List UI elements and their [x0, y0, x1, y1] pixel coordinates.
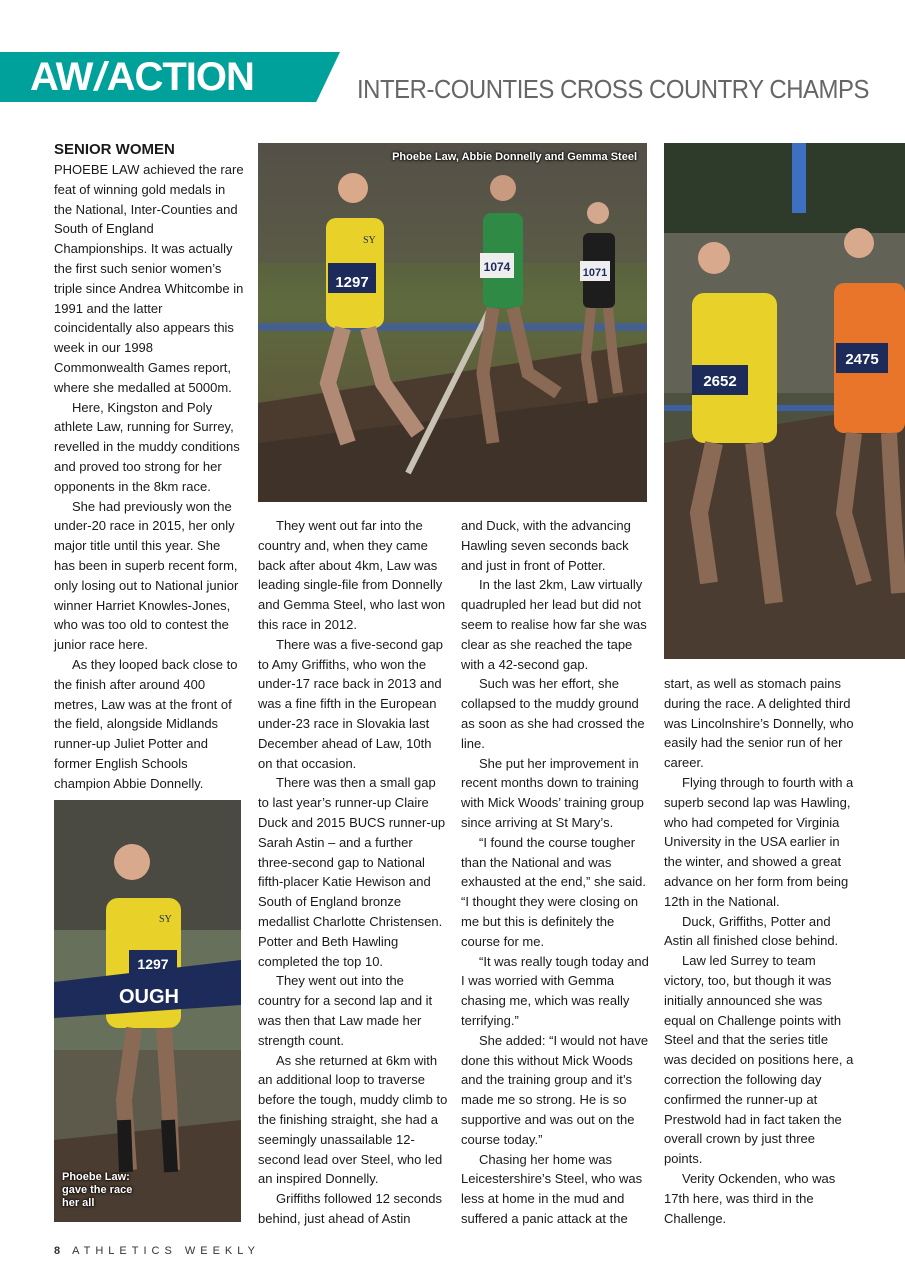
page-number: 8 — [54, 1245, 61, 1257]
right-photo-graphic — [664, 143, 905, 659]
paragraph: and Duck, with the advancing Hawling seven seconds back and just in front of Potter. — [461, 518, 631, 573]
right-race-photo — [664, 143, 905, 659]
paragraph: There was a five-second gap to Amy Griffiths, who won the under-17 race back in 2013 and was a fine fifth in the European under-23 race in Slovakia last December ahead of Law, 10th on that occasion. — [258, 636, 443, 771]
paragraph: Griffiths followed 12 seconds behind, just ahead of Astin — [258, 1191, 442, 1226]
bib-number: 2652 — [703, 373, 737, 390]
article-column-2 — [258, 516, 448, 1229]
finish-photo-graphic — [54, 800, 241, 1222]
article-column-4 — [664, 674, 854, 1228]
article-column-3 — [461, 516, 651, 1229]
section-heading: SENIOR WOMEN — [54, 141, 175, 158]
logo-aw: AW — [30, 54, 93, 99]
bib-number: 1297 — [335, 274, 369, 291]
finish-photo-caption: Phoebe Law: gave the race her all — [62, 1171, 133, 1209]
paragraph: As they looped back close to the finish after around 400 metres, Law was at the front of the field, alongside Midlands runner-up Juliet Potter and former English Schools champion Abbie Donnelly. — [54, 656, 238, 791]
vest-text: SY — [363, 235, 376, 246]
logo-action: ACTION — [106, 54, 254, 99]
logo-slash: / — [94, 54, 105, 99]
paragraph: In the last 2km, Law virtually quadrupled her lead but did not seem to realise how far she was clear as she reached the tape with a 42-second gap. — [461, 577, 647, 672]
paragraph: She added: “I would not have done this without Mick Woods and the training group and it’s made me so strong. He is so supportive and was out on the course today.” — [461, 1032, 649, 1147]
paragraph: Law led Surrey to team victory, too, but though it was initially announced she was equal on Challenge points with Steel and that the series title was decided on positions here, a correction the following day confirmed the runner-up at Prestwold had in fact taken the overall crown by just three points. — [664, 953, 854, 1167]
paragraph: Duck, Griffiths, Potter and Astin all finished close behind. — [664, 913, 839, 949]
bib-number: 1297 — [137, 956, 169, 972]
vest-text: SY — [159, 914, 172, 925]
main-photo-graphic — [258, 143, 647, 502]
paragraph: Such was her effort, she collapsed to the muddy ground as soon as she had crossed the line. — [461, 676, 645, 751]
paragraph: “I found the course tougher than the National and was exhausted at the end,” she said. “I thought they were closing on me but this is definitely the course for me. — [461, 834, 647, 949]
paragraph: Chasing her home was Leicestershire’s Steel, who was less at home in the mud and suffered a panic attack at the — [461, 1151, 643, 1226]
paragraph: Flying through to fourth with a superb second lap was Hawling, who had competed for Virginia University in the USA earlier in the winter, and showed a great advance on her form from being 12th in the National. — [664, 774, 854, 909]
bib-number: 1071 — [582, 267, 608, 279]
article-column-1 — [54, 140, 244, 794]
paragraph: “It was really tough today and I was worried with Gemma chasing me, which was really terrifying.” — [461, 953, 649, 1028]
finish-line-photo — [54, 800, 241, 1222]
bib-number: 1074 — [483, 260, 511, 274]
paragraph: As she returned at 6km with an additional loop to traverse before the tough, muddy climb to the finishing straight, she had a seemingly unassailable 12-second lead over Steel, who led an inspired Donnelly. — [258, 1052, 448, 1187]
aw-action-logo — [30, 54, 254, 100]
page-title: INTER-COUNTIES CROSS COUNTRY CHAMPS — [357, 74, 869, 104]
paragraph: They went out into the country for a second lap and it was then that Law made her strength count. — [258, 973, 433, 1048]
main-race-photo — [258, 143, 647, 502]
page-footer — [54, 1245, 260, 1257]
paragraph: start, as well as stomach pains during the race. A delighted third was Lincolnshire’s Donnelly, who easily had the senior run of her career. — [664, 676, 854, 771]
bib-number: 2475 — [845, 351, 879, 368]
paragraph: Here, Kingston and Poly athlete Law, running for Surrey, revelled in the muddy conditions and proved too strong for her opponents in the 8km race. — [54, 399, 240, 494]
paragraph: Verity Ockenden, who was 17th here, was third in the Challenge. — [664, 1170, 836, 1226]
publication-name: ATHLETICS WEEKLY — [72, 1245, 260, 1257]
main-photo-caption: Phoebe Law, Abbie Donnelly and Gemma Steel — [392, 151, 637, 163]
paragraph: PHOEBE LAW achieved the rare feat of winning gold medals in the National, Inter-Counties and South of England Championships. It was actually the first such senior women’s triple since Andrea Whitcombe in 1991 and the latter coincidentally also appears this week in our 1998 Commonwealth Games report, where she medalled at 5000m. — [54, 162, 244, 395]
paragraph: They went out far into the country and, when they came back after about 4km, Law was leading single-file from Donnelly and Gemma Steel, who last won this race in 2012. — [258, 518, 446, 632]
paragraph: There was then a small gap to last year’s runner-up Claire Duck and 2015 BUCS runner-up Sarah Astin – and a further three-second gap to National fifth-placer Katie Hewison and South of England bronze medallist Charlotte Christensen. Potter and Beth Hawling completed the top 10. — [258, 775, 446, 969]
paragraph: She had previously won the under-20 race in 2015, her only major title until this year. She has been in superb recent form, only losing out to National junior winner Harriet Knowles-Jones, who was too old to contest the junior race here. — [54, 498, 239, 653]
finish-tape-text: OUGH — [119, 986, 179, 1008]
paragraph: She put her improvement in recent months down to training with Mick Woods’ training group since arriving at St Mary’s. — [461, 755, 644, 830]
